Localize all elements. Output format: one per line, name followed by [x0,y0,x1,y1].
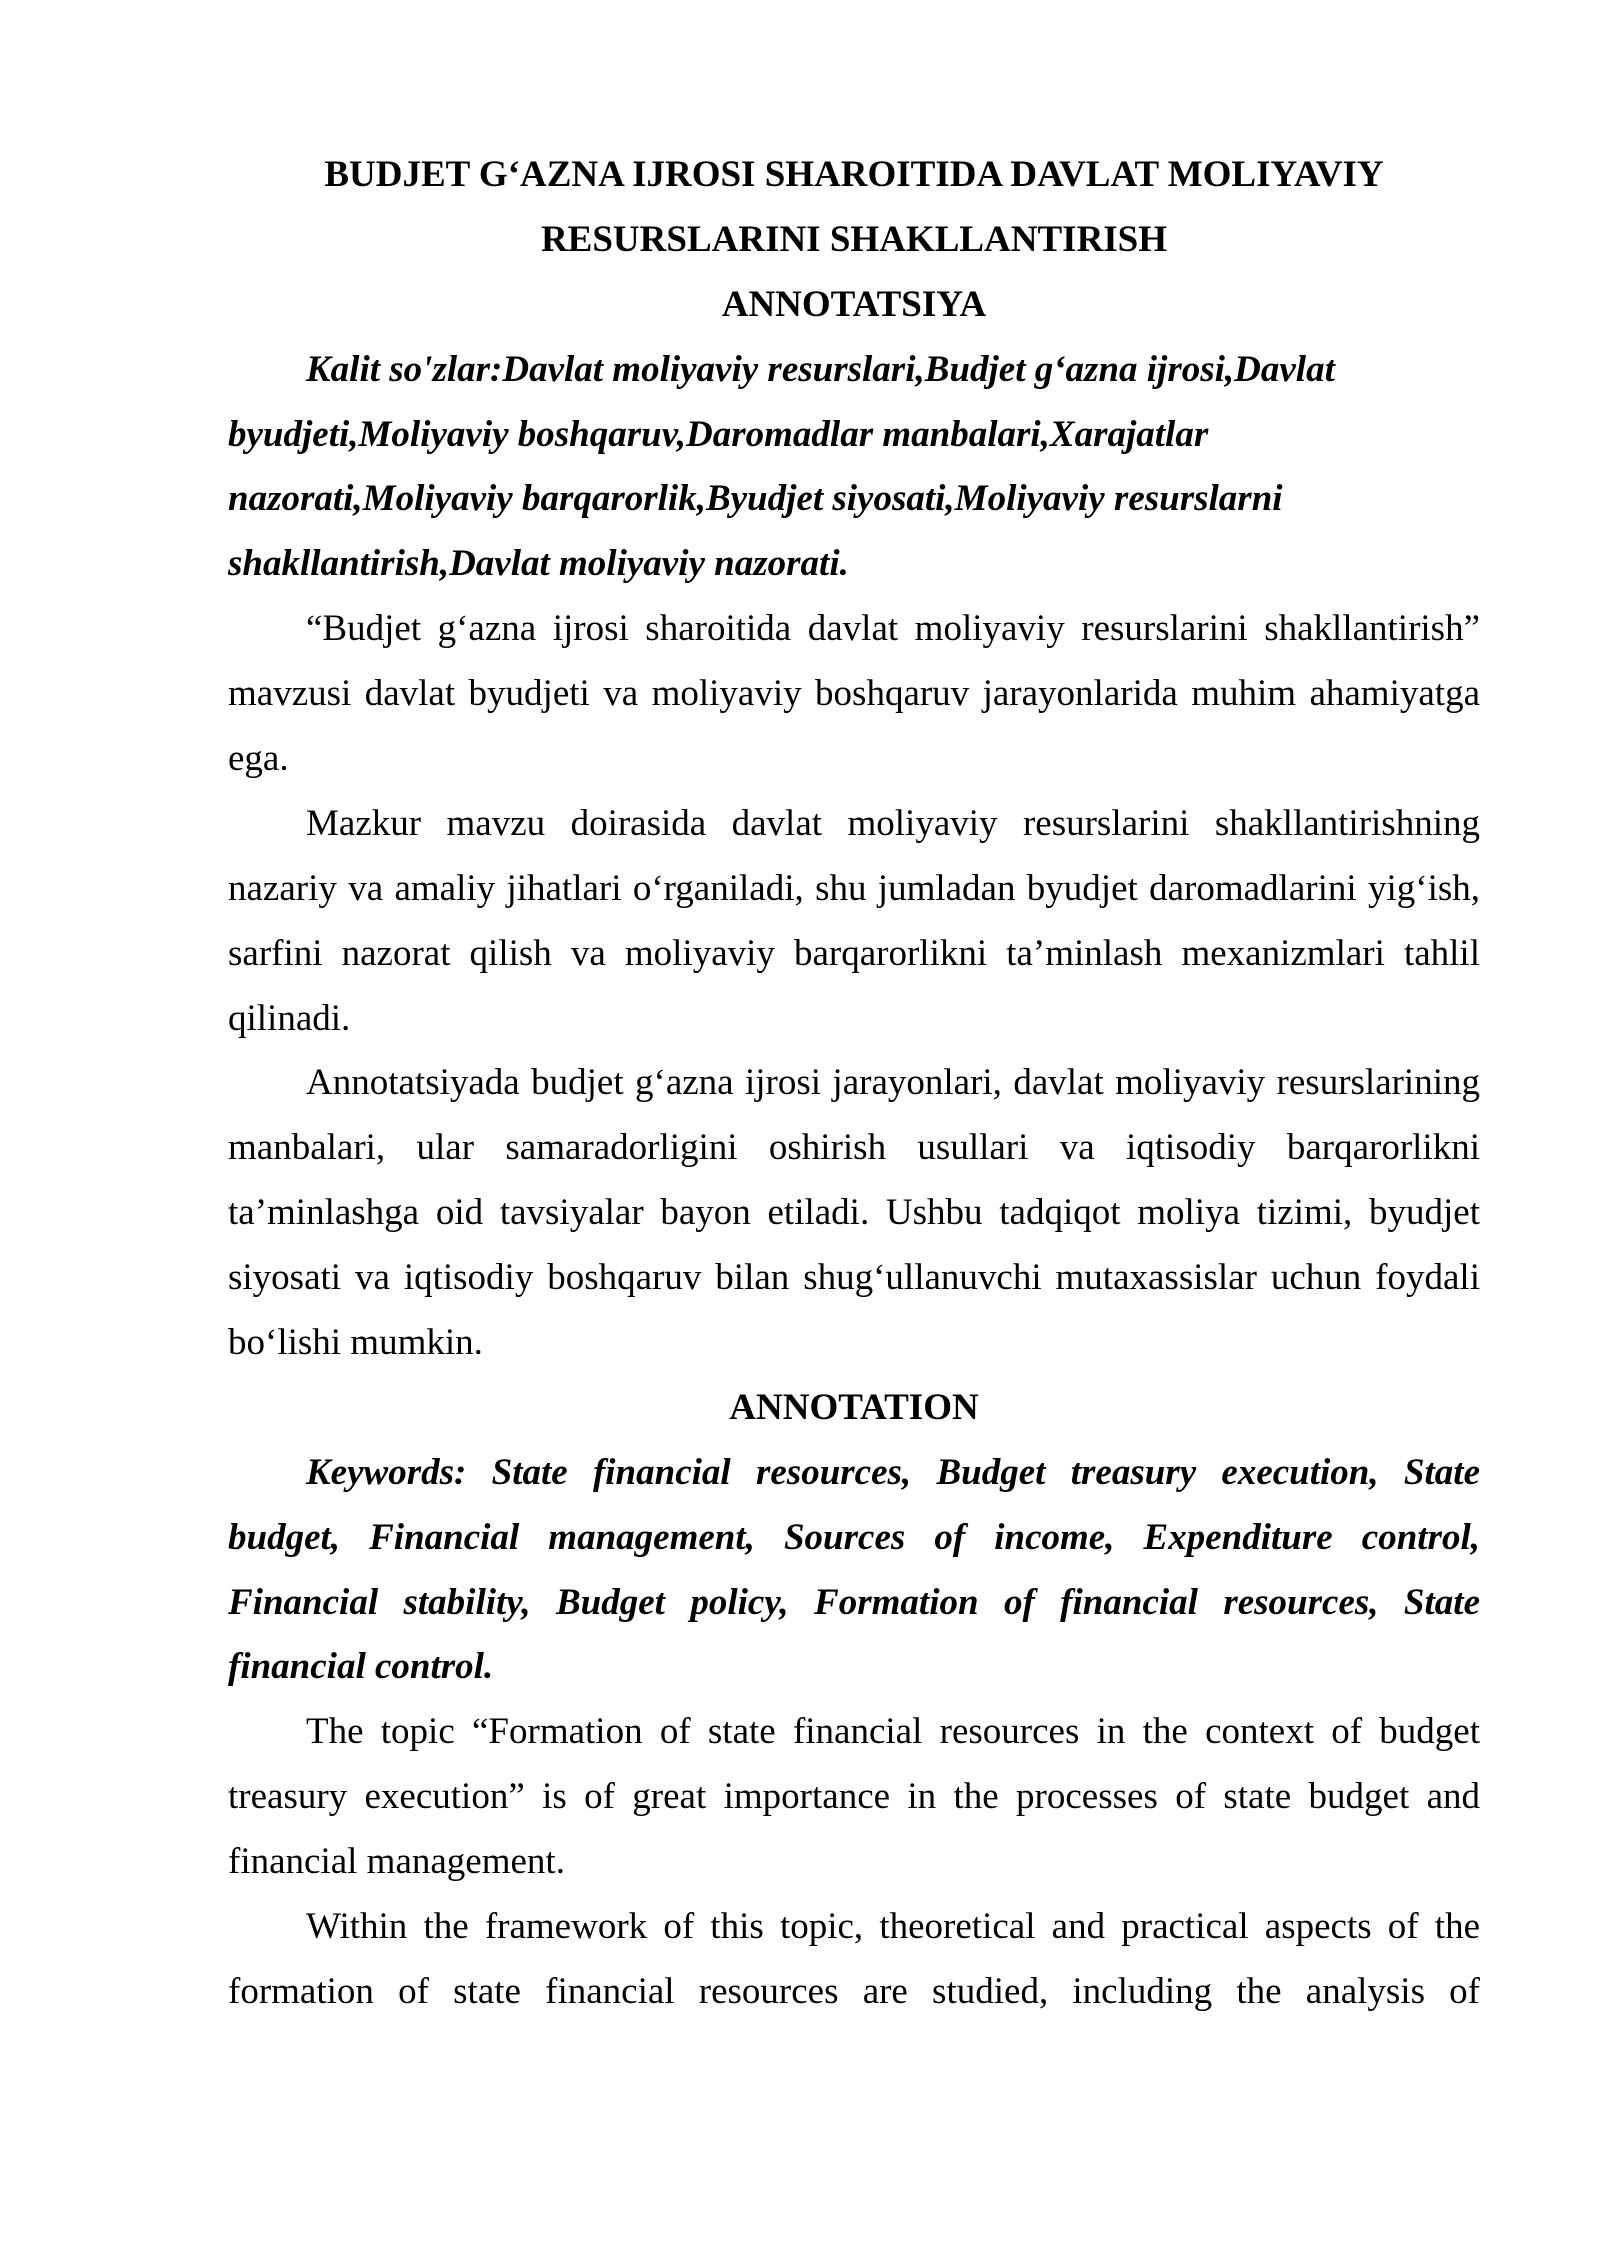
text-line: manbalari, ular samaradorligini oshirish usullari va iqtisodiy barqarorlikni [228,1127,1480,1169]
paragraph-uz-3 [228,1051,1480,1375]
heading-annotation: ANNOTATION [729,1386,979,1428]
text-line: Annotatsiyada budjet g‘azna ijrosi jarayonlari, davlat moliyaviy resurslarining [306,1062,1480,1104]
text-line: Within the framework of this topic, theoretical and practical aspects of the [306,1906,1480,1948]
title-line-1: BUDJET G‘AZNA IJROSI SHAROITIDA DAVLAT MOLIYAVIY [324,154,1384,195]
document-title [228,143,1480,273]
keywords-uz-line: Kalit so'zlar:Davlat moliyaviy resurslari,Budjet g‘azna ijrosi,Davlat [306,348,1335,390]
paragraph-uz-2 [228,792,1480,1052]
text-line: financial management. [228,1841,565,1883]
keywords-en-line: Financial stability, Budget policy, Formation of financial resources, State [228,1581,1480,1623]
text-line: formation of state financial resources are studied, including the analysis of [228,1970,1480,2012]
text-line: siyosati va iqtisodiy boshqaruv bilan shug‘ullanuvchi mutaxassislar uchun foydali [228,1257,1480,1299]
keywords-uz-line: shakllantirish,Davlat moliyaviy nazorati. [228,543,849,585]
text-line: bo‘lishi mumkin. [228,1322,483,1364]
document-content [228,143,1480,2025]
keywords-en-line: Keywords: State financial resources, Budget treasury execution, State [306,1451,1480,1493]
keywords-en-line: financial control. [228,1646,494,1688]
paragraph-en-1 [228,1700,1480,1895]
text-line: qilinadi. [228,997,351,1039]
text-line: treasury execution” is of great importance in the processes of state budget and [228,1776,1480,1818]
heading-annotatsiya: ANNOTATSIYA [721,283,987,325]
text-line: The topic “Formation of state financial resources in the context of budget [306,1711,1480,1753]
text-line: “Budjet g‘azna ijrosi sharoitida davlat moliyaviy resurslarini shakllantirish” [306,608,1480,650]
text-line: sarfini nazorat qilish va moliyaviy barqarorlikni ta’minlash mexanizmlari tahlil [228,932,1480,974]
keywords-uz [228,338,1480,598]
keywords-uz-line: nazorati,Moliyaviy barqarorlik,Byudjet siyosati,Moliyaviy resurslarni [228,478,1283,520]
keywords-en [228,1441,1480,1701]
paragraph-en-2 [228,1895,1480,2025]
text-line: Mazkur mavzu doirasida davlat moliyaviy resurslarini shakllantirishning [306,802,1480,844]
title-line-2: RESURSLARINI SHAKLLANTIRISH [540,218,1168,260]
keywords-en-line: budget, Financial management, Sources of income, Expenditure control, [228,1516,1480,1558]
keywords-uz-line: byudjeti,Moliyaviy boshqaruv,Daromadlar manbalari,Xarajatlar [228,413,1209,455]
text-line: mavzusi davlat byudjeti va moliyaviy boshqaruv jarayonlarida muhim ahamiyatga [228,673,1480,715]
text-line: nazariy va amaliy jihatlari o‘rganiladi, shu jumladan byudjet daromadlarini yig‘ish, [228,867,1480,909]
text-line: ega. [228,738,289,780]
text-line: ta’minlashga oid tavsiyalar bayon etiladi. Ushbu tadqiqot moliya tizimi, byudjet [228,1192,1480,1234]
paragraph-uz-1 [228,597,1480,792]
